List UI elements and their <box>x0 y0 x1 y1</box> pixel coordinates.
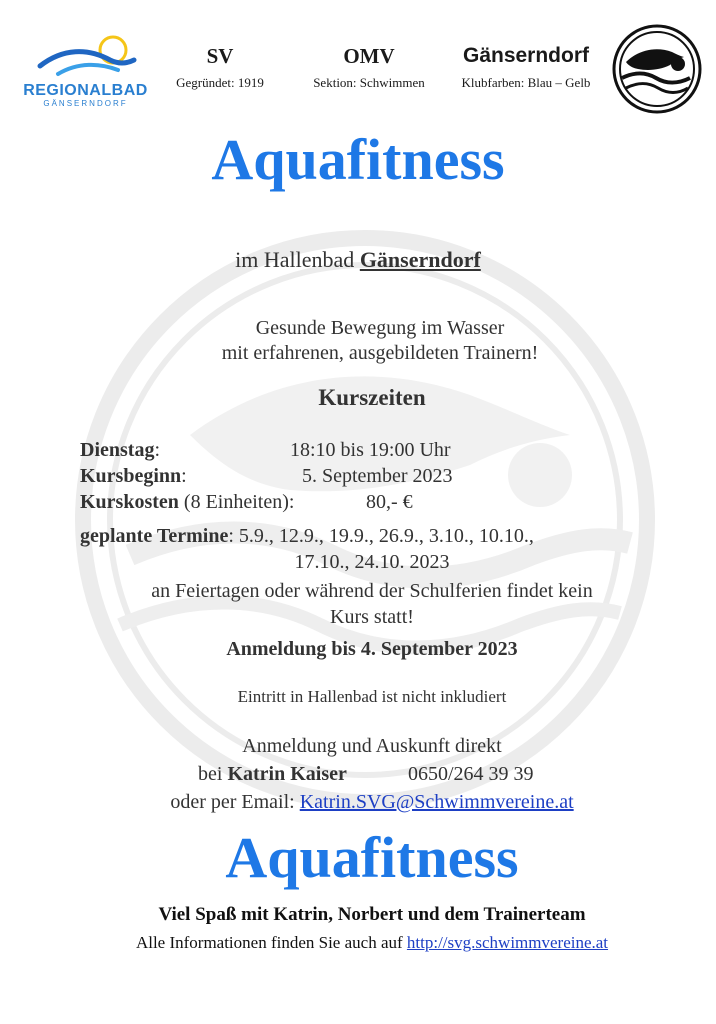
dates-list-2: 17.10., 24.10. 2023 <box>294 551 450 573</box>
contact-phone: 0650/264 39 39 <box>408 763 534 785</box>
contact-line-2 <box>198 761 347 787</box>
regionalbad-logo <box>18 30 153 108</box>
email-link[interactable]: Katrin.SVG@Schwimmvereine.at <box>299 791 574 813</box>
location-place: Gänserndorf <box>359 247 481 272</box>
cost-label: Kurskosten <box>80 491 179 513</box>
start-value: 5. September 2023 <box>302 465 453 487</box>
main-title: Aquafitness <box>211 127 505 192</box>
location-line <box>0 246 716 274</box>
start-separator: : <box>181 465 187 487</box>
dates-list-1: : 5.9., 12.9., 19.9., 26.9., 3.10., 10.10., <box>228 525 534 547</box>
contact-line-3 <box>0 789 716 815</box>
regionalbad-sub-text: GÄNSERNDORF <box>43 99 128 108</box>
start-label: Kursbeginn <box>80 465 182 487</box>
schedule-dates-line-1 <box>80 523 534 549</box>
schedule-start-label <box>80 463 187 489</box>
email-prefix: oder per Email: <box>170 791 300 813</box>
club-omv-title: OMV <box>343 44 395 68</box>
header-town-column <box>448 44 604 92</box>
footer-info-prefix: Alle Informationen finden Sie auch auf <box>135 933 407 952</box>
holiday-note-1: an Feiertagen oder während der Schulferien findet kein <box>151 580 593 602</box>
regionalbad-brand-text: REGIONALBAD <box>23 82 148 99</box>
tagline-line-1: Gesunde Bewegung im Wasser <box>255 317 505 339</box>
club-town-title: Gänserndorf <box>462 44 590 67</box>
tagline-line-2: mit erfahrenen, ausgebildeten Trainern! <box>221 342 539 364</box>
footer-info-line <box>0 932 716 954</box>
footer-title: Aquafitness <box>225 825 519 890</box>
header-section-column <box>296 44 442 92</box>
admission-note: Eintritt in Hallenbad ist nicht inkludiert <box>237 687 507 706</box>
cost-value: 80,- € <box>366 491 413 513</box>
schedule-day-label <box>80 437 160 463</box>
schedule-heading: Kurszeiten <box>318 385 426 410</box>
cost-note: (8 Einheiten): <box>178 491 295 513</box>
website-link[interactable]: http://svg.schwimmvereine.at <box>406 933 609 952</box>
day-label: Dienstag <box>80 439 155 461</box>
dates-label: geplante Termine <box>80 525 229 547</box>
registration-deadline: Anmeldung bis 4. September 2023 <box>226 638 518 660</box>
club-sv-title: SV <box>206 44 234 68</box>
schedule-cost-line <box>80 489 294 515</box>
contact-line-1: Anmeldung und Auskunft direkt <box>242 735 502 757</box>
day-value: 18:10 bis 19:00 Uhr <box>290 439 451 461</box>
club-founded-text: Gegründet: 1919 <box>176 75 264 90</box>
contact-prefix: bei <box>198 763 228 785</box>
club-colors-text: Klubfarben: Blau – Gelb <box>461 75 591 90</box>
swimmer-watermark-emblem <box>70 225 660 815</box>
swimmer-club-logo <box>612 24 702 114</box>
holiday-note-2: Kurs statt! <box>330 606 414 628</box>
location-prefix: im Hallenbad <box>235 247 360 272</box>
footer-slogan: Viel Spaß mit Katrin, Norbert und dem Trainerteam <box>158 904 586 925</box>
wave-sun-icon <box>18 30 153 78</box>
contact-name: Katrin Kaiser <box>227 763 347 785</box>
club-section-text: Sektion: Schwimmen <box>313 75 425 90</box>
header-club-column <box>160 44 280 92</box>
day-separator: : <box>154 439 161 461</box>
